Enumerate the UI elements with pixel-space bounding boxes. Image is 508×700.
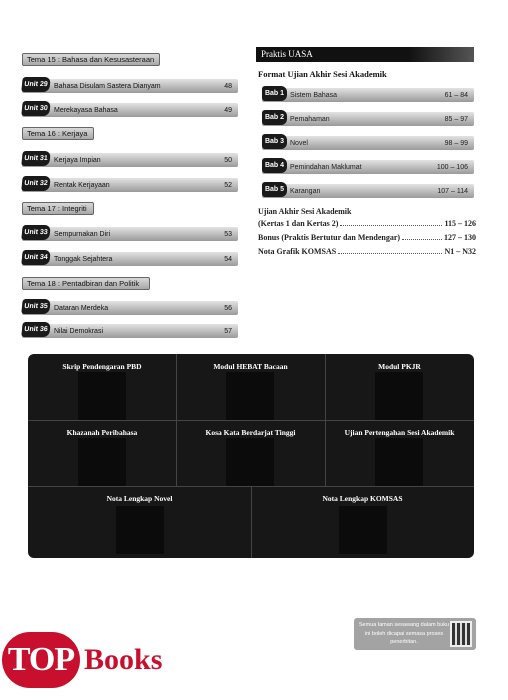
toc-uasa-line1: Ujian Akhir Sesi Akademik [258,207,352,216]
resources-panel [28,354,474,558]
resource-cell-hebat[interactable] [176,354,325,420]
bab-title: Pemahaman [290,116,330,123]
bab-title: Karangan [290,188,321,195]
format-title: Format Ujian Akhir Sesi Akademik [258,69,387,79]
cell-label: Ujian Pertengahan Sesi Akademik [344,428,455,437]
bab-tab: Bab 3 [262,134,287,149]
unit-tab: Unit 29 [21,77,51,92]
bab-row-4[interactable] [262,160,474,174]
unit-tab: Unit 30 [21,101,51,116]
cell-label: Kosa Kata Berdarjat Tinggi [205,428,296,437]
unit-page: 53 [224,231,232,238]
leader-dots [338,253,442,254]
bab-tab: Bab 5 [262,182,287,197]
bab-tab: Bab 2 [262,110,287,125]
qr-code-icon[interactable] [226,438,274,486]
unit-page: 56 [224,305,232,312]
leader-dots [402,239,442,240]
bab-page: 61 – 84 [444,92,468,99]
bab-row-2[interactable] [262,112,474,126]
unit-page: 52 [224,182,232,189]
qr-code-icon[interactable] [78,372,126,420]
unit-tab: Unit 34 [21,250,51,265]
unit-row-34[interactable] [22,252,238,266]
unit-tab: Unit 33 [21,225,51,240]
unit-page: 48 [224,83,232,90]
unit-row-36[interactable] [22,324,238,338]
unit-title: Kerjaya Impian [54,157,101,164]
resource-cell-nota-komsas[interactable] [251,486,474,558]
bab-page: 98 – 99 [444,140,468,147]
unit-title: Bahasa Disulam Sastera Dianyam [54,83,161,90]
theme-heading-17: Tema 17 : Integriti [22,202,94,215]
topbooks-logo [0,632,200,692]
cell-label: Khazanah Peribahasa [66,428,138,437]
toc-bonus-pages: 127 – 130 [444,233,476,242]
unit-title: Nilai Demokrasi [54,328,104,335]
unit-page: 50 [224,157,232,164]
leader-dots [340,225,442,226]
toc-bonus-label: Bonus (Praktis Bertutur dan Mendengar) [258,233,401,242]
unit-title: Sempurnakan Diri [54,231,111,238]
unit-tab: Unit 31 [21,151,51,166]
qr-code-icon[interactable] [116,506,164,554]
bab-row-5[interactable] [262,184,474,198]
bab-tab: Bab 1 [262,86,287,101]
unit-tab: Unit 32 [21,176,51,191]
bab-title: Sistem Bahasa [290,92,338,99]
qr-note-text: Semua laman sesawang dalam buku ini boleh dicapai semasa proses penerbitan. [358,622,450,645]
unit-tab: Unit 36 [21,322,51,337]
cell-label: Modul PKJR [378,362,421,371]
qr-code-icon[interactable] [339,506,387,554]
qr-code-icon [450,621,472,647]
unit-page: 57 [224,328,232,335]
logo-top-badge: TOP [2,632,80,688]
bab-page: 85 – 97 [444,116,468,123]
unit-row-35[interactable] [22,301,238,315]
unit-page: 54 [224,256,232,263]
cell-label: Nota Lengkap Novel [106,494,173,503]
cell-label: Skrip Pendengaran PBD [62,362,142,371]
qr-code-icon[interactable] [375,438,423,486]
bab-row-1[interactable] [262,88,474,102]
resource-cell-ujian-pertengahan[interactable] [325,420,474,486]
unit-row-31[interactable] [22,153,238,167]
toc-uasa-pages: 115 – 126 [444,219,476,228]
logo-books-text: Books [84,643,163,676]
praktis-header: Praktis UASA [256,47,474,62]
bab-title: Novel [290,140,308,147]
toc-uasa-label: (Kertas 1 dan Kertas 2) [258,219,339,228]
unit-row-29[interactable] [22,79,238,93]
toc-uasa[interactable] [258,219,476,229]
qr-code-icon[interactable] [375,372,423,420]
resource-cell-kosa-kata[interactable] [176,420,325,486]
resource-cell-skrip[interactable] [28,354,176,420]
toc-bonus[interactable] [258,233,476,243]
bab-tab: Bab 4 [262,158,287,173]
toc-nota[interactable] [258,247,476,257]
qr-code-icon[interactable] [226,372,274,420]
bab-page: 107 – 114 [437,188,468,195]
theme-heading-15: Tema 15 : Bahasa dan Kesusasteraan [22,53,160,66]
cell-label: Nota Lengkap KOMSAS [322,494,403,503]
bab-title: Pemindahan Maklumat [290,164,362,171]
unit-title: Dataran Merdeka [54,305,109,312]
toc-nota-pages: N1 – N32 [444,247,476,256]
unit-row-32[interactable] [22,178,238,192]
unit-tab: Unit 35 [21,299,51,314]
theme-heading-18: Tema 18 : Pentadbiran dan Politik [22,277,150,290]
bab-row-3[interactable] [262,136,474,150]
qr-code-icon[interactable] [78,438,126,486]
toc-nota-label: Nota Grafik KOMSAS [258,247,337,256]
resource-cell-peribahasa[interactable] [28,420,176,486]
cell-label: Modul HEBAT Bacaan [213,362,288,371]
qr-note-box [354,618,476,650]
bab-page: 100 – 106 [436,164,468,171]
unit-row-33[interactable] [22,227,238,241]
theme-heading-16: Tema 16 : Kerjaya [22,127,94,140]
resource-cell-nota-novel[interactable] [28,486,251,558]
unit-title: Rentak Kerjayaan [54,182,110,189]
unit-title: Tonggak Sejahtera [54,256,113,263]
unit-page: 49 [224,107,232,114]
resource-cell-pkjr[interactable] [325,354,474,420]
unit-row-30[interactable] [22,103,238,117]
unit-title: Merekayasa Bahasa [54,107,118,114]
